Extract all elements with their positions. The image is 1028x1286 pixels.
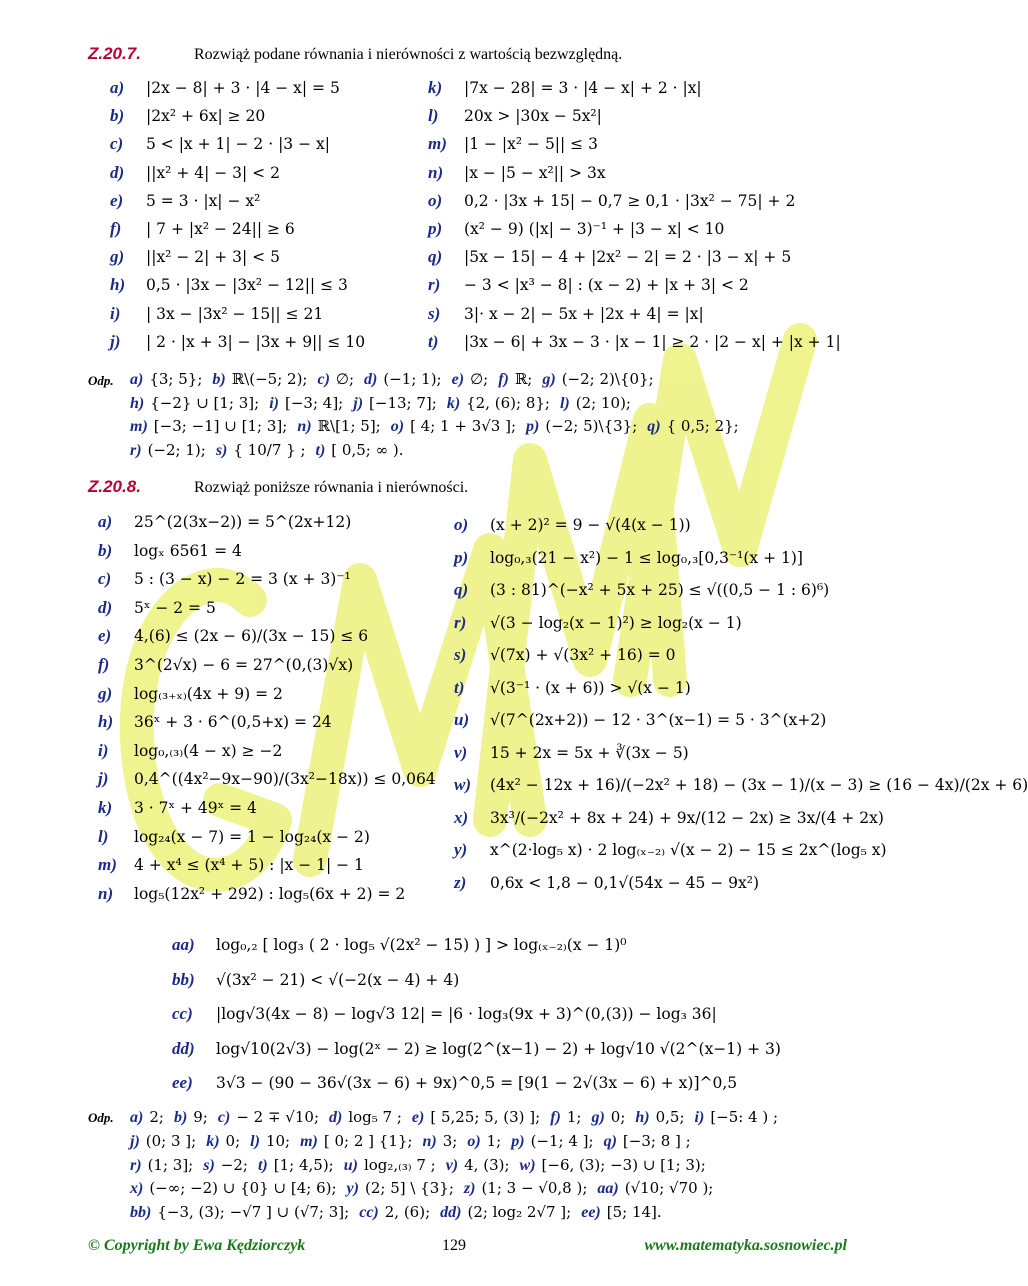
exercise-item (428, 162, 606, 184)
exercise-item (172, 969, 459, 991)
exercise-item (98, 797, 257, 819)
exercise-label: h) (98, 712, 114, 732)
exercise-item (454, 872, 759, 894)
answer-value: 10; (265, 1131, 291, 1150)
exercise-item (428, 190, 795, 212)
answer-value: log₅ 7 ; (348, 1108, 402, 1126)
exercise-item (98, 740, 282, 762)
exercise-item (454, 742, 689, 764)
exercise-item (172, 1038, 781, 1060)
answer-value: {3; 5}; (149, 370, 203, 388)
exercise-item (454, 677, 691, 699)
exercise-item (428, 105, 602, 127)
exercise-label: i) (98, 740, 109, 760)
exercise-expression: √(7^(2x+2)) − 12 · 3^(x−1) = 5 · 3^(x+2) (490, 711, 827, 729)
problem-header (88, 41, 622, 67)
exercise-expression: 15 + 2x = 5x + ∛(3x − 5) (490, 743, 689, 762)
answer-line (130, 368, 664, 391)
answer-label: k) (206, 1132, 220, 1150)
answer-label: s) (203, 1156, 215, 1174)
exercise-item (98, 683, 283, 705)
exercise-item (428, 303, 704, 325)
answer-label: f) (498, 371, 509, 388)
exercise-label: t) (428, 331, 439, 351)
exercise-label: cc) (172, 1004, 193, 1023)
exercise-expression: log₂₄(x − 7) = 1 − log₂₄(x − 2) (134, 827, 370, 846)
exercise-expression: √(7x) + √(3x² + 16) = 0 (490, 646, 676, 664)
answer-label: u) (343, 1156, 358, 1174)
exercise-label: s) (428, 303, 441, 323)
answer-label: y) (346, 1180, 359, 1198)
exercise-label: l) (98, 826, 109, 846)
exercise-label: p) (428, 219, 443, 238)
exercise-label: x) (454, 807, 469, 827)
exercise-expression: 0,5 · |3x − |3x² − 12|| ≤ 3 (146, 276, 348, 295)
answer-value: [−5: 4 ) ; (710, 1108, 779, 1126)
answer-label: aa) (597, 1180, 619, 1198)
exercise-item (454, 514, 691, 536)
answer-label: n) (297, 418, 312, 435)
exercise-item (110, 162, 280, 184)
exercise-label: y) (454, 840, 468, 859)
answer-value: [1; 4,5); (273, 1155, 334, 1174)
exercise-expression: log√10(2√3) − log(2ˣ − 2) ≥ log(2^(x−1) − 2) + log√10 √(2^(x−1) + 3) (216, 1039, 781, 1058)
exercise-item (428, 246, 791, 268)
answer-value: [ 0; 2 ] {1}; (323, 1131, 413, 1150)
answer-value: {−2} ∪ [1; 3]; (150, 393, 260, 412)
exercise-label: bb) (172, 969, 195, 989)
answer-value: [−13; 7]; (369, 393, 437, 412)
exercise-expression: 25^(2(3x−2)) = 5^(2x+12) (134, 513, 352, 531)
answer-value: [ 4; 1 + 3√3 ]; (410, 417, 517, 435)
answer-value: {−3, (3); −√7 ] ∪ (√7; 3]; (157, 1203, 350, 1222)
answer-label: w) (519, 1156, 536, 1174)
answer-value: { 0,5; 2}; (666, 417, 739, 435)
answers-header: Odp. (88, 1110, 114, 1125)
answer-value: (2; log₂ 2√7 ]; (467, 1203, 572, 1222)
exercise-item (110, 133, 330, 155)
answer-value: [−3; −1] ∪ [1; 3]; (153, 417, 288, 435)
answer-label: n) (422, 1132, 437, 1150)
exercise-expression: 36ˣ + 3 · 6^(0,5+x) = 24 (134, 713, 332, 732)
problem-number: Z.20.8. (88, 477, 141, 496)
exercise-item (454, 579, 829, 601)
exercise-label: e) (110, 190, 124, 210)
exercise-expression: 5 < |x + 1| − 2 · |3 − x| (146, 135, 330, 154)
answer-label: d) (329, 1109, 343, 1126)
exercise-expression: |7x − 28| = 3 · |4 − x| + 2 · |x| (464, 79, 702, 97)
exercise-label: v) (454, 742, 468, 762)
answer-value: (1; 3]; (147, 1155, 194, 1174)
exercise-expression: logₓ 6561 = 4 (134, 541, 242, 560)
exercise-label: j) (98, 769, 109, 789)
copyright: © Copyright by Ewa Kędziorczyk (88, 1237, 306, 1254)
answer-label: l) (559, 394, 570, 412)
answer-label: x) (130, 1180, 144, 1198)
website-link[interactable]: www.matematyka.sosnowiec.pl (644, 1237, 847, 1254)
exercise-label: f) (110, 219, 122, 238)
exercise-item (110, 274, 348, 296)
answer-label: g) (591, 1109, 605, 1126)
answer-value: ∅; (470, 370, 489, 388)
answer-line (130, 1130, 701, 1153)
exercise-item (98, 854, 364, 876)
exercise-expression: 3^(2√x) − 6 = 27^(0,(3)√x) (134, 656, 354, 674)
answer-label: o) (467, 1132, 481, 1150)
exercise-expression: ||x² − 2| + 3| < 5 (146, 248, 280, 267)
exercise-item (172, 934, 626, 956)
exercise-item (98, 597, 216, 619)
exercise-label: s) (454, 645, 467, 664)
exercise-item (98, 654, 353, 676)
exercise-expression: log₀,₃(21 − x²) − 1 ≤ log₀,₃[0,3⁻¹(x + 1)] (490, 548, 803, 567)
exercise-item (98, 826, 370, 848)
exercise-label: r) (454, 612, 467, 632)
exercise-expression: |log√3(4x − 8) − log√3 12| = |6 · log₃(9x + 3)^(0,(3)) − log₃ 36| (216, 1005, 717, 1023)
exercise-label: f) (98, 655, 110, 674)
exercise-item (110, 190, 260, 212)
exercise-expression: 5 : (3 − x) − 2 = 3 (x + 3)⁻¹ (134, 570, 351, 589)
answer-value: {2, (6); 8}; (466, 393, 550, 412)
answer-label: j) (353, 394, 364, 412)
exercise-label: h) (110, 275, 126, 295)
exercise-item (454, 547, 803, 569)
exercise-expression: √(3 − log₂(x − 1)²) ≥ log₂(x − 1) (490, 613, 742, 632)
answer-label: e) (451, 371, 465, 388)
answer-label: k) (446, 394, 461, 412)
exercise-label: w) (454, 775, 471, 794)
answer-value: (−∞; −2) ∪ {0} ∪ [4; 6); (149, 1179, 337, 1198)
exercise-item (454, 644, 675, 666)
exercise-label: k) (428, 78, 443, 97)
answer-value: ∅; (335, 370, 355, 388)
answer-value: 2, (6); (384, 1203, 431, 1222)
exercise-expression: 0,4^((4x²−9x−90)/(3x²−18x)) ≤ 0,064 (134, 770, 436, 789)
exercise-label: o) (428, 190, 443, 210)
exercise-label: u) (454, 710, 470, 729)
answer-value: [−3; 4]; (285, 393, 344, 412)
exercise-label: l) (428, 106, 439, 126)
answer-label: p) (526, 418, 540, 435)
exercise-label: m) (98, 855, 117, 875)
exercise-expression: 5 = 3 · |x| − x² (146, 191, 261, 210)
exercise-label: z) (454, 872, 467, 892)
exercise-expression: | 3x − |3x² − 15|| ≤ 21 (146, 304, 324, 323)
exercise-label: q) (428, 247, 443, 267)
exercise-label: b) (110, 106, 125, 126)
answer-label: j) (130, 1132, 140, 1150)
exercise-expression: √(3⁻¹ · (x + 6)) > √(x − 1) (490, 678, 691, 697)
exercise-item (454, 774, 1028, 796)
exercise-item (98, 883, 405, 905)
answer-value: − 2 ∓ √10; (236, 1108, 319, 1126)
answer-label: f) (550, 1109, 561, 1126)
exercise-item (98, 511, 351, 533)
answer-value: (1; 3 − √0,8 ); (481, 1179, 588, 1198)
answer-label: g) (542, 371, 556, 388)
exercise-label: b) (98, 540, 113, 560)
exercise-expression: (x + 2)² = 9 − √(4(x − 1)) (490, 516, 691, 534)
exercise-item (110, 77, 340, 99)
exercise-label: aa) (172, 935, 195, 954)
answer-line (130, 1154, 716, 1177)
exercise-label: ee) (172, 1073, 193, 1092)
answer-label: c) (217, 1109, 231, 1126)
exercise-expression: x^(2·log₅ x) · 2 log₍ₓ₋₂₎ √(x − 2) − 15 ≤ 2x^(log₅ x) (490, 841, 887, 859)
answer-label: h) (635, 1109, 650, 1126)
exercise-expression: log₅(12x² + 292) : log₅(6x + 2) = 2 (134, 884, 406, 903)
answer-value: 3; (442, 1131, 458, 1150)
answer-value: (0; 3 ]; (145, 1131, 197, 1150)
answer-label: d) (364, 371, 378, 388)
exercise-item (98, 540, 242, 562)
answer-label: ee) (581, 1204, 601, 1222)
answer-value: (−1; 1); (383, 370, 442, 388)
answer-label: q) (647, 418, 661, 435)
answer-value: 1; (486, 1131, 502, 1150)
problem-number: Z.20.7. (88, 44, 141, 63)
answer-value: −2; (220, 1155, 248, 1174)
exercise-label: a) (110, 78, 125, 97)
answer-label: a) (130, 371, 144, 388)
exercise-label: c) (98, 569, 112, 589)
answer-label: p) (511, 1132, 525, 1150)
answer-value: [−3; 8 ] ; (622, 1131, 691, 1150)
exercise-label: m) (428, 134, 447, 154)
exercise-item (172, 1072, 737, 1094)
answer-value: 0; (610, 1108, 626, 1126)
answer-label: b) (173, 1109, 188, 1126)
answer-value: (−2; 5)\{3}; (545, 417, 638, 435)
exercise-item (428, 133, 598, 155)
answer-value: 9; (193, 1108, 208, 1126)
answer-value: [5; 14]. (606, 1203, 662, 1222)
answer-label: z) (463, 1180, 476, 1198)
exercise-item (110, 105, 265, 127)
answer-label: t) (257, 1156, 268, 1174)
answer-value: (2; 10); (575, 393, 631, 412)
exercise-item (454, 709, 826, 731)
answer-line (130, 1201, 672, 1224)
exercise-label: n) (428, 162, 444, 182)
answer-label: m) (300, 1132, 318, 1150)
exercise-item (454, 839, 887, 861)
exercise-label: dd) (172, 1038, 195, 1058)
answer-label: i) (269, 394, 279, 412)
exercise-expression: |2x − 8| + 3 · |4 − x| = 5 (146, 79, 340, 97)
exercise-expression: ||x² + 4| − 3| < 2 (146, 163, 280, 182)
exercise-expression: |x − |5 − x²|| > 3x (464, 163, 606, 182)
exercise-expression: | 7 + |x² − 24|| ≥ 6 (146, 220, 295, 238)
exercise-expression: 0,2 · |3x + 15| − 0,7 ≥ 0,1 · |3x² − 75| + 2 (464, 191, 796, 210)
exercise-expression: − 3 < |x³ − 8| : (x − 2) + |x + 3| < 2 (464, 276, 749, 295)
exercise-expression: √(3x² − 21) < √(−2(x − 4) + 4) (216, 970, 460, 989)
answer-label: bb) (130, 1204, 152, 1222)
answers-header: Odp. (88, 373, 114, 388)
answer-value: [ 5,25; 5, (3) ]; (430, 1108, 541, 1126)
exercise-item (98, 568, 351, 590)
exercise-item (110, 246, 280, 268)
answer-line (130, 439, 413, 462)
answer-label: v) (445, 1156, 459, 1174)
answer-value: 0; (225, 1131, 241, 1150)
problem-instruction: Rozwiąż poniższe równania i nierówności. (194, 479, 469, 496)
exercise-label: k) (98, 798, 113, 817)
answer-value: [ 0,5; ∞ ). (331, 440, 404, 459)
exercise-item (110, 218, 295, 240)
exercise-expression: log₍₃₊ₓ₎(4x + 9) = 2 (134, 684, 283, 703)
exercise-item (428, 77, 702, 99)
answer-label: a) (130, 1109, 144, 1126)
answer-label: m) (130, 418, 148, 435)
answer-value: ℝ\[1; 5]; (317, 417, 381, 435)
exercise-expression: | 2 · |x + 3| − |3x + 9|| ≤ 10 (146, 332, 366, 351)
exercise-expression: 3|· x − 2| − 5x + |2x + 4| = |x| (464, 304, 704, 323)
exercise-item (428, 218, 724, 240)
exercise-label: q) (454, 580, 469, 599)
answer-value: (2; 5] \ {3}; (364, 1179, 454, 1198)
answer-line (130, 415, 749, 438)
exercise-expression: 3 · 7ˣ + 49ˣ = 4 (134, 799, 257, 817)
answer-value: { 10/7 } ; (233, 440, 306, 459)
answer-value: 1; (566, 1108, 582, 1126)
exercise-label: a) (98, 512, 113, 531)
exercise-item (428, 274, 749, 296)
answer-label: r) (130, 1156, 142, 1174)
problem-instruction: Rozwiąż podane równania i nierówności z wartością bezwzględną. (194, 46, 623, 63)
exercise-expression: |5x − 15| − 4 + |2x² − 2| = 2 · |3 − x| + 5 (464, 248, 792, 267)
exercise-expression: (x² − 9) (|x| − 3)⁻¹ + |3 − x| < 10 (464, 220, 725, 238)
exercise-label: e) (98, 626, 112, 646)
answer-label: l) (250, 1132, 260, 1150)
answer-label: h) (130, 394, 145, 412)
exercise-item (110, 331, 365, 353)
answer-value: log₂,₍₃₎ 7 ; (363, 1155, 436, 1174)
answer-value: (−2; 2)\{0}; (561, 370, 654, 388)
answer-label: r) (130, 441, 142, 459)
answer-value: (√10; √70 ); (624, 1179, 714, 1198)
exercise-label: j) (110, 331, 121, 351)
exercise-item (110, 303, 323, 325)
exercise-item (98, 711, 332, 733)
answer-line (130, 392, 641, 415)
exercise-label: d) (98, 597, 113, 617)
exercise-label: c) (110, 134, 124, 154)
answer-label: b) (212, 371, 226, 388)
answer-label: q) (603, 1132, 617, 1150)
answer-label: dd) (440, 1204, 462, 1222)
answer-label: s) (215, 441, 228, 459)
exercise-label: i) (110, 303, 121, 323)
problem-header (88, 474, 468, 500)
answer-value: ℝ; (514, 370, 533, 388)
answer-value: (−2; 1); (147, 440, 206, 459)
exercise-label: o) (454, 515, 469, 534)
exercise-expression: 4 + x⁴ ≤ (x⁴ + 5) : |x − 1| − 1 (134, 856, 364, 875)
exercise-expression: 0,6x < 1,8 − 0,1√(54x − 45 − 9x²) (490, 873, 760, 892)
exercise-item (98, 768, 436, 790)
answer-label: c) (317, 371, 330, 388)
exercise-expression: 3x³/(−2x² + 8x + 24) + 9x/(12 − 2x) ≥ 3x/(4 + 2x) (490, 808, 884, 827)
answer-value: [−6, (3); −3) ∪ [1; 3); (541, 1155, 706, 1174)
answer-label: i) (694, 1109, 705, 1126)
exercise-expression: 4,(6) ≤ (2x − 6)/(3x − 15) ≤ 6 (134, 627, 369, 646)
answer-line (130, 1177, 723, 1200)
exercise-label: r) (428, 275, 441, 295)
exercise-expression: (4x² − 12x + 16)/(−2x² + 18) − (3x − 1)/(x − 3) ≥ (16 − 4x)/(2x + 6) (490, 776, 1028, 794)
exercise-expression: 3√3 − (90 − 36√(3x − 6) + 9x)^0,5 = [9(1 − 2√(3x − 6) + x)]^0,5 (216, 1074, 738, 1092)
answer-label: e) (411, 1109, 425, 1126)
exercise-label: d) (110, 162, 125, 182)
answer-value: (−1; 4 ]; (530, 1131, 594, 1150)
exercise-item (454, 612, 742, 634)
exercise-item (454, 807, 884, 829)
exercise-expression: (3 : 81)^(−x² + 5x + 25) ≤ √((0,5 − 1 : 6)⁶) (490, 581, 830, 599)
exercise-expression: |3x − 6| + 3x − 3 · |x − 1| ≥ 2 · |2 − x| + |x + 1| (464, 332, 841, 351)
answer-label: t) (315, 441, 326, 459)
exercise-expression: log₀,₍₃₎(4 − x) ≥ −2 (134, 741, 283, 760)
exercise-expression: log₀,₂ [ log₃ ( 2 · log₅ √(2x² − 15) ) ] > log₍ₓ₋₂₎(x − 1)⁰ (216, 936, 627, 954)
exercise-label: g) (110, 247, 125, 267)
exercise-label: n) (98, 883, 114, 903)
exercise-expression: |2x² + 6x| ≥ 20 (146, 107, 266, 126)
answer-value: 0,5; (655, 1108, 685, 1126)
exercise-label: p) (454, 547, 469, 567)
exercise-item (172, 1003, 717, 1025)
exercise-label: t) (454, 677, 465, 697)
answer-line (130, 1106, 788, 1129)
answer-value: 2; (149, 1108, 164, 1126)
answer-label: cc) (359, 1204, 379, 1222)
answer-value: 4, (3); (464, 1155, 510, 1174)
answer-value: ℝ\(−5; 2); (231, 370, 308, 388)
exercise-label: g) (98, 683, 113, 703)
exercise-expression: 20x > |30x − 5x²| (464, 107, 602, 126)
exercise-expression: |1 − |x² − 5|| ≤ 3 (464, 135, 598, 154)
exercise-item (428, 331, 841, 353)
exercise-expression: 5ˣ − 2 = 5 (134, 598, 216, 617)
exercise-item (98, 625, 368, 647)
page-number: 129 (442, 1237, 466, 1254)
answer-label: o) (390, 418, 405, 435)
